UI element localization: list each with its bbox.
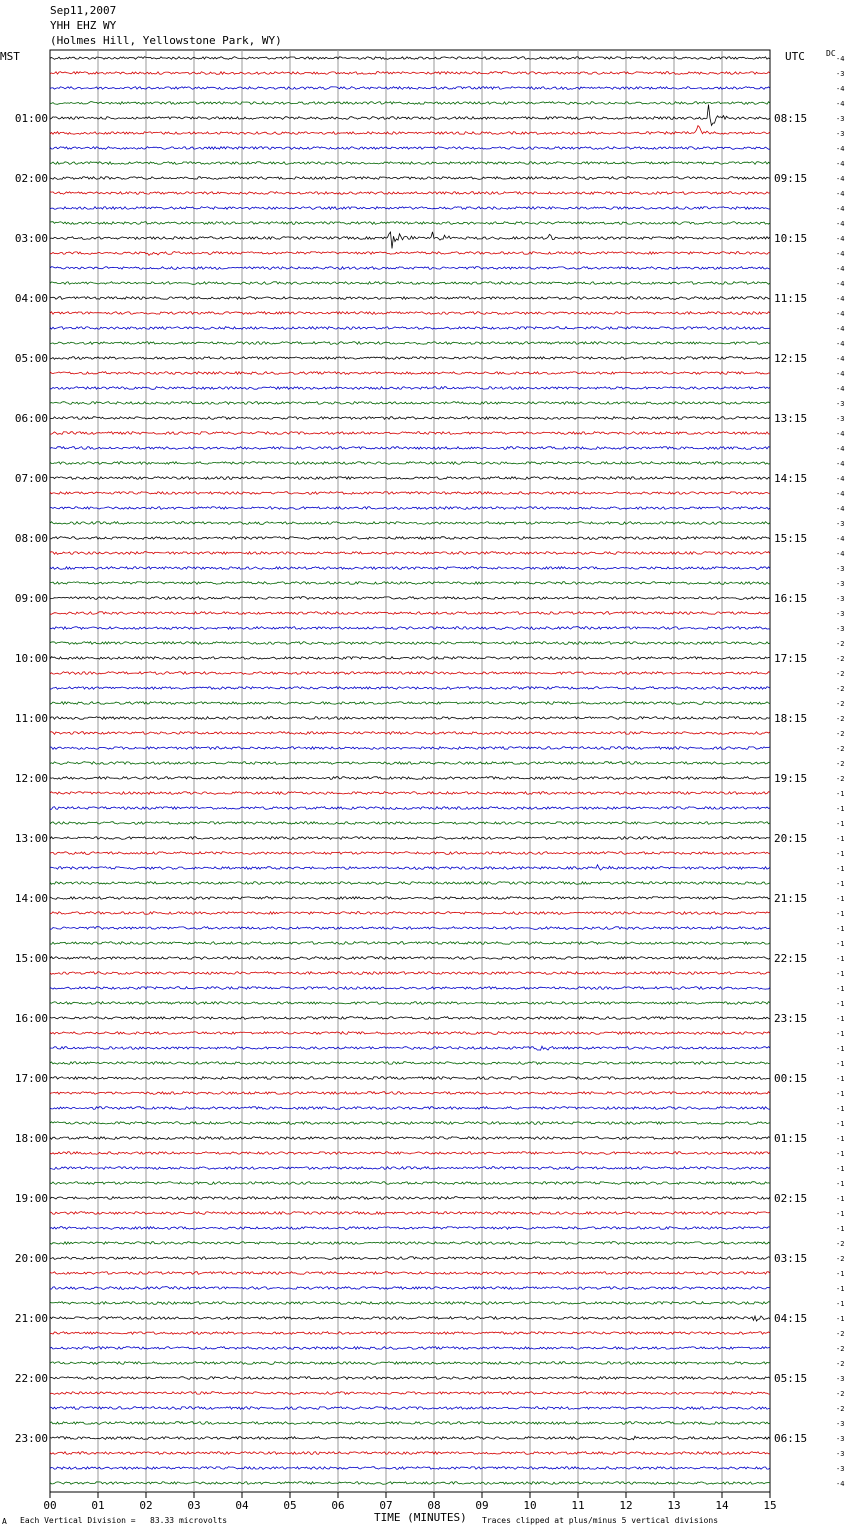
dc-offset-value: -1	[836, 1060, 845, 1068]
seismic-trace	[50, 492, 770, 495]
seismic-trace	[50, 207, 770, 210]
seismic-trace	[50, 1407, 770, 1410]
seismic-trace	[50, 267, 770, 270]
utc-hour-label: 01:15	[774, 1132, 808, 1145]
dc-offset-value: -1	[836, 955, 845, 963]
x-tick-label: 12	[619, 1499, 633, 1512]
dc-offset-value: -1	[836, 1285, 845, 1293]
station-location: (Holmes Hill, Yellowstone Park, WY)	[50, 34, 282, 47]
dc-offset-value: -4	[836, 490, 845, 498]
x-tick-label: 01	[91, 1499, 105, 1512]
right-timezone-label: UTC	[785, 50, 805, 63]
station-code: YHH EHZ WY	[50, 19, 117, 32]
dc-offset-value: -4	[836, 175, 845, 183]
mst-hour-label: 08:00	[14, 532, 48, 545]
dc-offset-value: -1	[836, 1075, 845, 1083]
mst-hour-label: 12:00	[14, 772, 48, 785]
seismic-trace	[50, 865, 770, 870]
seismic-trace	[50, 1137, 770, 1140]
seismic-trace	[50, 1436, 770, 1440]
seismic-trace	[50, 1062, 770, 1065]
dc-offset-value: -1	[836, 940, 845, 948]
x-tick-label: 07	[379, 1499, 393, 1512]
utc-hour-label: 19:15	[774, 772, 808, 785]
utc-hour-label: 02:15	[774, 1192, 808, 1205]
seismic-trace	[50, 1152, 770, 1155]
dc-offset-value: -1	[836, 820, 845, 828]
x-tick-label: 05	[283, 1499, 297, 1512]
seismic-trace	[50, 297, 770, 300]
dc-offset-value: -4	[836, 430, 845, 438]
utc-hour-label: 13:15	[774, 412, 808, 425]
dc-offset-value: -1	[836, 1045, 845, 1053]
x-tick-label: 09	[475, 1499, 489, 1512]
dc-offset-value: -3	[836, 595, 845, 603]
seismic-trace	[50, 702, 770, 705]
dc-offset-value: -2	[836, 655, 845, 663]
seismic-trace	[50, 477, 770, 480]
left-timezone-label: MST	[0, 50, 20, 63]
mst-hour-label: 07:00	[14, 472, 48, 485]
seismic-trace	[50, 762, 770, 765]
dc-offset-value: -3	[836, 580, 845, 588]
dc-offset-value: -1	[836, 880, 845, 888]
seismic-trace	[50, 1422, 770, 1425]
dc-offset-value: -1	[836, 970, 845, 978]
x-tick-label: 03	[187, 1499, 201, 1512]
dc-offset-value: -3	[836, 1435, 845, 1443]
utc-hour-label: 08:15	[774, 112, 808, 125]
seismic-trace	[50, 852, 770, 855]
seismic-trace	[50, 327, 770, 330]
dc-offset-value: -1	[836, 925, 845, 933]
utc-hour-label: 10:15	[774, 232, 808, 245]
seismic-trace	[50, 126, 770, 135]
seismic-trace	[50, 402, 770, 405]
seismic-trace	[50, 342, 770, 345]
dc-offset-value: -1	[836, 1120, 845, 1128]
dc-offset-value: -4	[836, 535, 845, 543]
dc-offset-value: -1	[836, 1300, 845, 1308]
mst-hour-label: 17:00	[14, 1072, 48, 1085]
seismic-trace	[50, 372, 770, 375]
seismic-trace	[50, 912, 770, 915]
dc-offset-value: -1	[836, 1030, 845, 1038]
dc-offset-value: -3	[836, 1375, 845, 1383]
seismic-trace	[50, 1467, 770, 1470]
dc-offset-value: -1	[836, 910, 845, 918]
mst-hour-label: 05:00	[14, 352, 48, 365]
seismic-trace	[50, 192, 770, 195]
seismic-trace	[50, 1167, 770, 1170]
dc-offset-value: -4	[836, 160, 845, 168]
trace-layer	[50, 57, 770, 1485]
seismic-trace	[50, 72, 770, 75]
dc-offset-value: -2	[836, 1390, 845, 1398]
seismic-trace	[50, 417, 770, 420]
seismic-trace	[50, 162, 770, 165]
mst-hour-label: 01:00	[14, 112, 48, 125]
seismic-trace	[50, 1362, 770, 1365]
dc-offset-value: -4	[836, 340, 845, 348]
seismic-trace	[50, 1032, 770, 1035]
dc-offset-value: -4	[836, 145, 845, 153]
seismic-trace	[50, 1482, 770, 1485]
mst-hour-label: 02:00	[14, 172, 48, 185]
mst-hour-label: 22:00	[14, 1372, 48, 1385]
dc-offset-value: -3	[836, 400, 845, 408]
dc-offset-value: -3	[836, 1450, 845, 1458]
dc-offset-value: -1	[836, 1270, 845, 1278]
dc-offset-value: -4	[836, 100, 845, 108]
dc-offset-value: -1	[836, 1015, 845, 1023]
seismic-trace	[50, 717, 770, 720]
seismic-trace	[50, 1107, 770, 1110]
dc-offset-value: -1	[836, 850, 845, 858]
seismic-trace	[50, 1046, 770, 1050]
dc-offset-value: -1	[836, 1225, 845, 1233]
dc-offset-value: -1	[836, 1000, 845, 1008]
dc-offset-value: -4	[836, 550, 845, 558]
utc-hour-label: 03:15	[774, 1252, 808, 1265]
dc-offset-value: -1	[836, 1165, 845, 1173]
seismic-trace	[50, 1302, 770, 1305]
seismic-trace	[50, 105, 770, 126]
dc-offset-value: -4	[836, 475, 845, 483]
seismic-trace	[50, 552, 770, 555]
seismic-trace	[50, 1332, 770, 1335]
dc-offset-value: -2	[836, 1240, 845, 1248]
seismic-trace	[50, 1377, 770, 1380]
seismic-trace	[50, 657, 770, 660]
dc-offset-value: -4	[836, 295, 845, 303]
dc-offset-value: -4	[836, 280, 845, 288]
dc-offset-value: -1	[836, 1210, 845, 1218]
dc-offset-value: -3	[836, 130, 845, 138]
clip-note: Traces clipped at plus/minus 5 vertical divisions	[482, 1516, 719, 1525]
seismic-trace	[50, 1257, 770, 1260]
dc-offset-value: -2	[836, 775, 845, 783]
dc-offset-value: -3	[836, 1420, 845, 1428]
seismic-trace	[50, 837, 770, 840]
seismic-trace	[50, 1197, 770, 1200]
dc-offset-value: -2	[836, 1405, 845, 1413]
seismic-trace	[50, 462, 770, 465]
dc-offset-value: -4	[836, 265, 845, 273]
seismic-trace	[50, 927, 770, 930]
dc-offset-value: -4	[836, 55, 845, 63]
seismic-trace	[50, 232, 770, 249]
dc-offset-value: -4	[836, 205, 845, 213]
seismic-trace	[50, 147, 770, 150]
dc-offset-value: -3	[836, 1465, 845, 1473]
mst-hour-label: 18:00	[14, 1132, 48, 1145]
seismic-trace	[50, 1017, 770, 1020]
x-tick-label: 06	[331, 1499, 345, 1512]
x-tick-label: 14	[715, 1499, 729, 1512]
seismic-trace	[50, 357, 770, 360]
dc-offset-value: -2	[836, 1345, 845, 1353]
dc-offset-value: -1	[836, 1105, 845, 1113]
mst-hour-label: 10:00	[14, 652, 48, 665]
x-tick-label: 00	[43, 1499, 57, 1512]
dc-offset-value: -3	[836, 115, 845, 123]
seismic-trace	[50, 57, 770, 60]
seismic-trace	[50, 177, 770, 180]
dc-offset-value: -1	[836, 1135, 845, 1143]
utc-hour-label: 11:15	[774, 292, 808, 305]
seismic-trace	[50, 1347, 770, 1350]
seismic-trace	[50, 822, 770, 825]
seismic-trace	[50, 942, 770, 945]
seismic-trace	[50, 1182, 770, 1185]
seismic-trace	[50, 1002, 770, 1005]
x-axis-title: TIME (MINUTES)	[374, 1511, 467, 1524]
mst-hour-label: 14:00	[14, 892, 48, 905]
mst-hour-label: 09:00	[14, 592, 48, 605]
utc-hour-label: 14:15	[774, 472, 808, 485]
seismic-trace	[50, 597, 770, 600]
plot-frame	[50, 50, 770, 1492]
seismic-trace	[50, 1077, 770, 1080]
mst-hour-label: 11:00	[14, 712, 48, 725]
seismic-trace	[50, 807, 770, 810]
utc-hour-label: 09:15	[774, 172, 808, 185]
seismic-trace	[50, 642, 770, 645]
seismic-trace	[50, 987, 770, 990]
seismic-trace	[50, 897, 770, 900]
seismic-trace	[50, 1092, 770, 1095]
mst-hour-label: 19:00	[14, 1192, 48, 1205]
utc-hour-label: 20:15	[774, 832, 808, 845]
dc-offset-value: -4	[836, 460, 845, 468]
mst-hour-label: 03:00	[14, 232, 48, 245]
seismic-trace	[50, 1227, 770, 1230]
dc-offset-value: -4	[836, 85, 845, 93]
mst-hour-label: 13:00	[14, 832, 48, 845]
dc-offset-value: -2	[836, 1360, 845, 1368]
seismic-trace	[50, 537, 770, 540]
dc-offset-value: -4	[836, 385, 845, 393]
dc-offset-value: -3	[836, 625, 845, 633]
utc-hour-label: 22:15	[774, 952, 808, 965]
x-tick-label: 08	[427, 1499, 441, 1512]
dc-offset-value: -1	[836, 895, 845, 903]
utc-hour-label: 23:15	[774, 1012, 808, 1025]
seismic-trace	[50, 312, 770, 315]
seismic-trace	[50, 882, 770, 885]
x-tick-label: 02	[139, 1499, 153, 1512]
seismic-trace	[50, 1272, 770, 1275]
seismic-trace	[50, 1287, 770, 1290]
utc-hour-label: 18:15	[774, 712, 808, 725]
seismic-trace	[50, 87, 770, 90]
mst-hour-label: 20:00	[14, 1252, 48, 1265]
mst-hour-label: 15:00	[14, 952, 48, 965]
seismic-trace	[50, 567, 770, 570]
dc-offset-value: -1	[836, 985, 845, 993]
seismic-trace	[50, 582, 770, 585]
seismic-trace	[50, 522, 770, 525]
mst-hour-label: 04:00	[14, 292, 48, 305]
dc-offset-value: -4	[836, 1480, 845, 1488]
utc-hour-label: 04:15	[774, 1312, 808, 1325]
seismic-trace	[50, 612, 770, 615]
dc-offset-value: -1	[836, 835, 845, 843]
dc-offset-value: -1	[836, 1195, 845, 1203]
dc-offset-value: -4	[836, 370, 845, 378]
seismic-trace	[50, 1452, 770, 1455]
seismic-trace	[50, 252, 770, 256]
dc-offset-value: -2	[836, 715, 845, 723]
dc-offset-value: -1	[836, 1180, 845, 1188]
mst-hour-label: 16:00	[14, 1012, 48, 1025]
dc-offset-value: -1	[836, 790, 845, 798]
dc-offset-value: -4	[836, 235, 845, 243]
dc-offset-value: -4	[836, 445, 845, 453]
dc-offset-header: DC	[826, 49, 836, 58]
seismic-trace	[50, 672, 770, 675]
seismic-trace	[50, 732, 770, 735]
utc-hour-label: 05:15	[774, 1372, 808, 1385]
dc-offset-value: -2	[836, 1330, 845, 1338]
dc-offset-value: -1	[836, 1090, 845, 1098]
dc-offset-value: -2	[836, 700, 845, 708]
mst-hour-label: 21:00	[14, 1312, 48, 1325]
x-tick-label: 11	[571, 1499, 585, 1512]
seismic-trace	[50, 432, 770, 435]
seismic-trace	[50, 957, 770, 960]
seismic-trace	[50, 1316, 770, 1321]
seismic-trace	[50, 1212, 770, 1215]
seismic-trace	[50, 792, 770, 795]
utc-hour-label: 16:15	[774, 592, 808, 605]
dc-offset-value: -2	[836, 730, 845, 738]
scale-note: Each Vertical Division = 83.33 microvolts	[20, 1516, 228, 1525]
x-tick-label: 04	[235, 1499, 249, 1512]
dc-offset-value: -3	[836, 415, 845, 423]
mst-hour-label: 23:00	[14, 1432, 48, 1445]
dc-offset-value: -4	[836, 250, 845, 258]
dc-offset-value: -4	[836, 325, 845, 333]
dc-offset-value: -2	[836, 760, 845, 768]
dc-offset-value: -2	[836, 745, 845, 753]
dc-offset-value: -2	[836, 640, 845, 648]
dc-offset-value: -1	[836, 865, 845, 873]
x-tick-label: 10	[523, 1499, 537, 1512]
dc-offset-value: -4	[836, 190, 845, 198]
seismic-trace	[50, 447, 770, 450]
x-tick-label: 15	[763, 1499, 777, 1512]
seismic-trace	[50, 102, 770, 105]
mst-hour-label: 06:00	[14, 412, 48, 425]
dc-offset-value: -4	[836, 310, 845, 318]
seismic-trace	[50, 747, 770, 750]
seismic-trace	[50, 1122, 770, 1125]
seismic-trace	[50, 387, 770, 390]
seismic-trace	[50, 972, 770, 975]
utc-hour-label: 00:15	[774, 1072, 808, 1085]
dc-offset-value: -1	[836, 1150, 845, 1158]
seismic-trace	[50, 507, 770, 510]
utc-hour-label: 12:15	[774, 352, 808, 365]
recording-date: Sep11,2007	[50, 4, 117, 17]
dc-offset-value: -3	[836, 520, 845, 528]
utc-hour-label: 15:15	[774, 532, 808, 545]
dc-offset-value: -3	[836, 610, 845, 618]
utc-hour-label: 21:15	[774, 892, 808, 905]
label-layer	[15, 55, 845, 1512]
dc-offset-value: -2	[836, 670, 845, 678]
seismic-trace	[50, 282, 770, 285]
seismic-trace	[50, 627, 770, 630]
seismic-trace	[50, 1392, 770, 1395]
seismic-trace	[50, 1242, 770, 1245]
dc-offset-value: -1	[836, 1315, 845, 1323]
dc-offset-value: -2	[836, 1255, 845, 1263]
x-tick-label: 13	[667, 1499, 681, 1512]
dc-offset-value: -4	[836, 505, 845, 513]
seismic-trace	[50, 777, 770, 780]
utc-hour-label: 17:15	[774, 652, 808, 665]
seismic-trace	[50, 222, 770, 225]
dc-offset-value: -2	[836, 685, 845, 693]
corner-mark: A	[2, 1517, 7, 1526]
utc-hour-label: 06:15	[774, 1432, 808, 1445]
seismic-trace	[50, 687, 770, 690]
dc-offset-value: -4	[836, 220, 845, 228]
dc-offset-value: -1	[836, 805, 845, 813]
dc-offset-value: -4	[836, 355, 845, 363]
dc-offset-value: -3	[836, 565, 845, 573]
dc-offset-value: -3	[836, 70, 845, 78]
